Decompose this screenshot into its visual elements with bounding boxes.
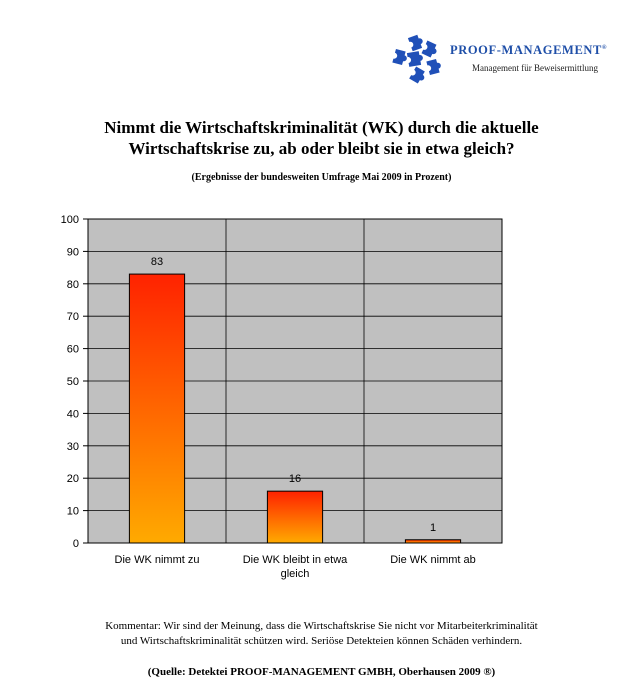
y-tick-label: 10 (66, 505, 79, 518)
y-tick-label: 20 (66, 473, 79, 486)
bar (129, 274, 184, 543)
x-category-label: gleich (280, 568, 310, 580)
chart-title (0, 117, 643, 159)
logo-tagline: Management für Beweisermittlung (472, 63, 598, 73)
bar (267, 491, 322, 543)
y-tick-label: 80 (66, 278, 79, 291)
y-tick-label: 50 (66, 376, 79, 388)
logo-brand-text: PROOF-MANAGEMENT® (450, 43, 608, 57)
x-category-label: Die WK bleibt in etwa (242, 554, 348, 566)
data-label: 83 (150, 256, 164, 269)
comment-line-1: Kommentar: Wir sind der Meinung, dass die Wirtschaftskrise Sie nicht vor Mitarbeiterkriminalität (105, 620, 538, 632)
source-note: (Quelle: Detektei PROOF-MANAGEMENT GMBH, Oberhausen 2009 ®) (147, 666, 496, 678)
x-category-label: Die WK nimmt ab (390, 554, 476, 566)
y-tick-label: 60 (66, 343, 79, 356)
y-tick-label: 70 (66, 311, 79, 324)
y-tick-label: 30 (66, 440, 79, 453)
x-category-label: Die WK nimmt zu (114, 554, 200, 566)
y-tick-label: 90 (66, 246, 79, 259)
puzzle-pieces-icon (392, 34, 444, 84)
y-tick-label: 40 (66, 408, 79, 421)
chart-title-line-1: Nimmt die Wirtschaftskriminalität (WK) durch die aktuelle (104, 118, 539, 137)
bar (405, 540, 460, 543)
data-label: 16 (288, 473, 302, 486)
bar-chart (0, 200, 643, 590)
company-logo (392, 34, 622, 84)
comment-line-2: und Wirtschaftskriminalität schützen wird. Seriöse Detekteien können Schäden verhindern. (120, 635, 523, 647)
chart-title-line-2: Wirtschaftskrise zu, ab oder bleibt sie in etwa gleich? (128, 139, 515, 158)
y-tick-label: 100 (60, 214, 79, 226)
y-tick-label: 0 (72, 538, 79, 550)
registered-mark: ® (601, 44, 608, 51)
comment-text (0, 619, 643, 649)
data-label: 1 (429, 521, 437, 534)
chart-subtitle: (Ergebnisse der bundesweiten Umfrage Mai 2009 in Prozent) (191, 172, 452, 183)
